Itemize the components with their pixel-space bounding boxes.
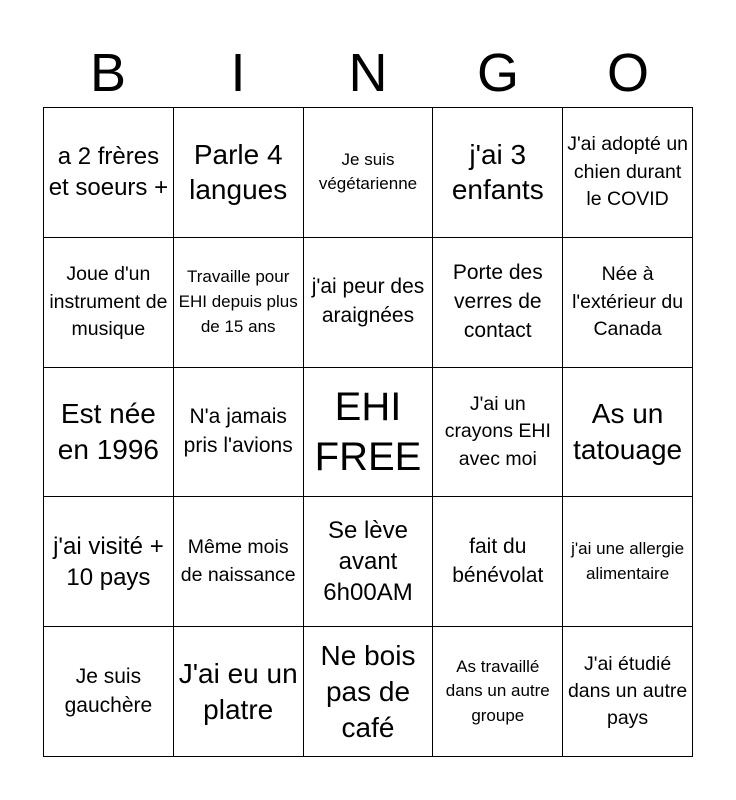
cell-text: Même mois de naissance: [180, 536, 296, 586]
bingo-cell[interactable]: [304, 497, 434, 627]
bingo-cell[interactable]: [433, 108, 563, 238]
cell-text: J'ai eu un platre: [178, 657, 298, 725]
header-letter-i: I: [230, 43, 246, 103]
bingo-cell[interactable]: [174, 238, 304, 368]
bingo-cell[interactable]: [174, 497, 304, 627]
bingo-cell[interactable]: [304, 627, 434, 757]
cell-text: j'ai une allergie alimentaire: [571, 539, 685, 583]
bingo-cell[interactable]: [44, 108, 174, 238]
cell-text: Parle 4 langues: [189, 138, 288, 206]
header-letter-o: O: [606, 43, 649, 103]
cell-text: As travaillé dans un autre groupe: [445, 656, 550, 725]
bingo-cell[interactable]: [433, 627, 563, 757]
bingo-cell[interactable]: [563, 368, 693, 498]
cell-text: j'ai visité + 10 pays: [53, 532, 164, 591]
cell-text: J'ai un crayons EHI avec moi: [444, 393, 551, 470]
bingo-cell[interactable]: [44, 627, 174, 757]
cell-text: Née à l'extérieur du Canada: [572, 263, 684, 340]
bingo-cell[interactable]: [44, 238, 174, 368]
free-space-cell[interactable]: [304, 368, 434, 498]
bingo-cell[interactable]: [304, 238, 434, 368]
bingo-cell[interactable]: [174, 108, 304, 238]
cell-text: fait du bénévolat: [452, 534, 544, 587]
cell-text: j'ai peur des araignées: [311, 275, 425, 328]
cell-text: Joue d'un instrument de musique: [49, 263, 168, 340]
bingo-cell[interactable]: [44, 368, 174, 498]
header-letter-b: B: [89, 43, 127, 103]
bingo-cell[interactable]: [563, 238, 693, 368]
cell-text: Porte des verres de contact: [452, 260, 543, 342]
bingo-cell[interactable]: [174, 368, 304, 498]
bingo-cell[interactable]: [304, 108, 434, 238]
cell-text: As un tatouage: [573, 398, 683, 465]
cell-text: Je suis végétarienne: [318, 149, 418, 194]
bingo-cell[interactable]: [433, 368, 563, 498]
header-letter-n: N: [348, 43, 388, 103]
bingo-cell[interactable]: [563, 497, 693, 627]
bingo-cell[interactable]: [563, 108, 693, 238]
cell-text: N'a jamais pris l'avions: [183, 405, 293, 457]
cell-text: J'ai étudié dans un autre pays: [567, 652, 688, 730]
cell-text: EHI FREE: [314, 384, 422, 479]
cell-text: Est née en 1996: [57, 398, 159, 465]
cell-text: J'ai adopté un chien durant le COVID: [567, 133, 689, 211]
cell-text: Ne bois pas de café: [320, 639, 416, 743]
bingo-cell[interactable]: [44, 497, 174, 627]
cell-text: Se lève avant 6h00AM: [323, 517, 413, 607]
bingo-cell[interactable]: [433, 238, 563, 368]
cell-text: Travaille pour EHI depuis plus de 15 ans: [178, 267, 298, 336]
cell-text: a 2 frères et soeurs +: [48, 143, 169, 202]
bingo-header: [43, 40, 693, 106]
bingo-card-grid: [43, 107, 693, 757]
cell-text: j'ai 3 enfants: [451, 138, 544, 206]
bingo-cell[interactable]: [433, 497, 563, 627]
bingo-cell[interactable]: [174, 627, 304, 757]
bingo-cell[interactable]: [563, 627, 693, 757]
cell-text: Je suis gauchère: [64, 664, 153, 717]
header-letter-g: G: [476, 43, 519, 103]
